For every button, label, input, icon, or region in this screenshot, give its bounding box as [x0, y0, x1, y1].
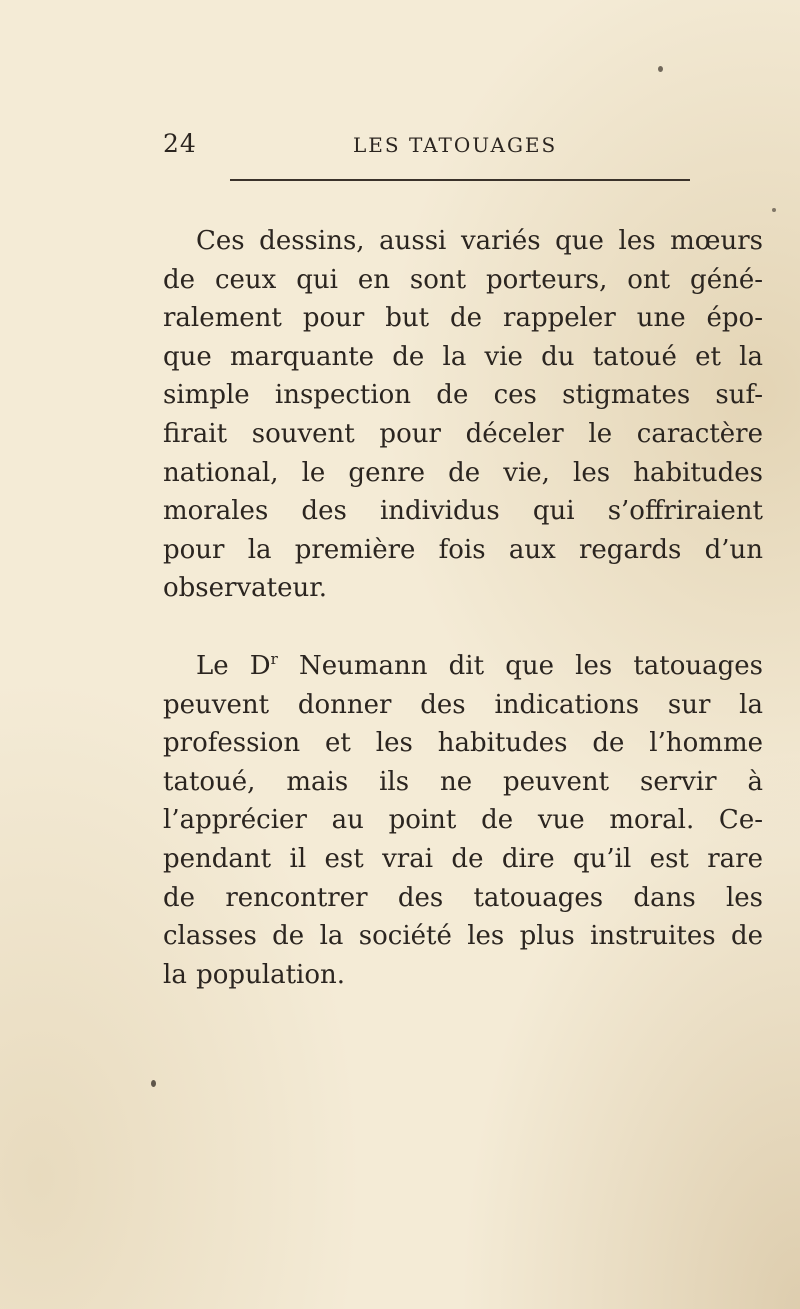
text-line: la population.: [163, 959, 346, 990]
text-line: morales des individus qui s’offriraient: [163, 496, 763, 527]
text-line: classes de la société les plus instruites de: [163, 921, 763, 952]
text-line: ralement pour but de rappeler une épo-: [163, 303, 763, 334]
body-text: [163, 222, 763, 994]
header-rule: [230, 179, 690, 181]
text-fragment: Neumann dit que les tatouages: [277, 650, 764, 681]
text-line: [163, 647, 763, 686]
text-line: de rencontrer des tatouages dans les: [163, 882, 763, 913]
ink-speck: [772, 208, 776, 212]
text-line: national, le genre de vie, les habitudes: [163, 457, 763, 488]
text-line: pendant il est vrai de dire qu’il est rare: [163, 843, 763, 874]
text-line: de ceux qui en sont porteurs, ont géné-: [163, 264, 763, 295]
text-line: peuvent donner des indications sur la: [163, 689, 763, 720]
running-title: LES TATOUAGES: [353, 133, 558, 157]
text-line: pour la première fois aux regards d’un: [163, 534, 763, 565]
text-line: Ces dessins, aussi variés que les mœurs: [196, 226, 763, 256]
ink-speck: [151, 1080, 156, 1087]
superscript: r: [270, 649, 278, 668]
text-line: l’apprécier au point de vue moral. Ce-: [163, 805, 763, 836]
text-line: que marquante de la vie du tatoué et la: [163, 341, 763, 372]
text-line: observateur.: [163, 573, 328, 604]
text-line: simple inspection de ces stigmates suf-: [163, 380, 763, 411]
running-header: [163, 128, 758, 168]
text-fragment: Le D: [196, 650, 271, 681]
page-number: 24: [163, 129, 197, 158]
paragraph-1: [163, 222, 763, 608]
text-line: firait souvent pour déceler le caractère: [163, 418, 763, 449]
ink-speck: [658, 66, 663, 72]
text-line: profession et les habitudes de l’homme: [163, 728, 763, 759]
text-line: tatoué, mais ils ne peuvent servir à: [163, 766, 763, 797]
paragraph-2: [163, 647, 763, 994]
